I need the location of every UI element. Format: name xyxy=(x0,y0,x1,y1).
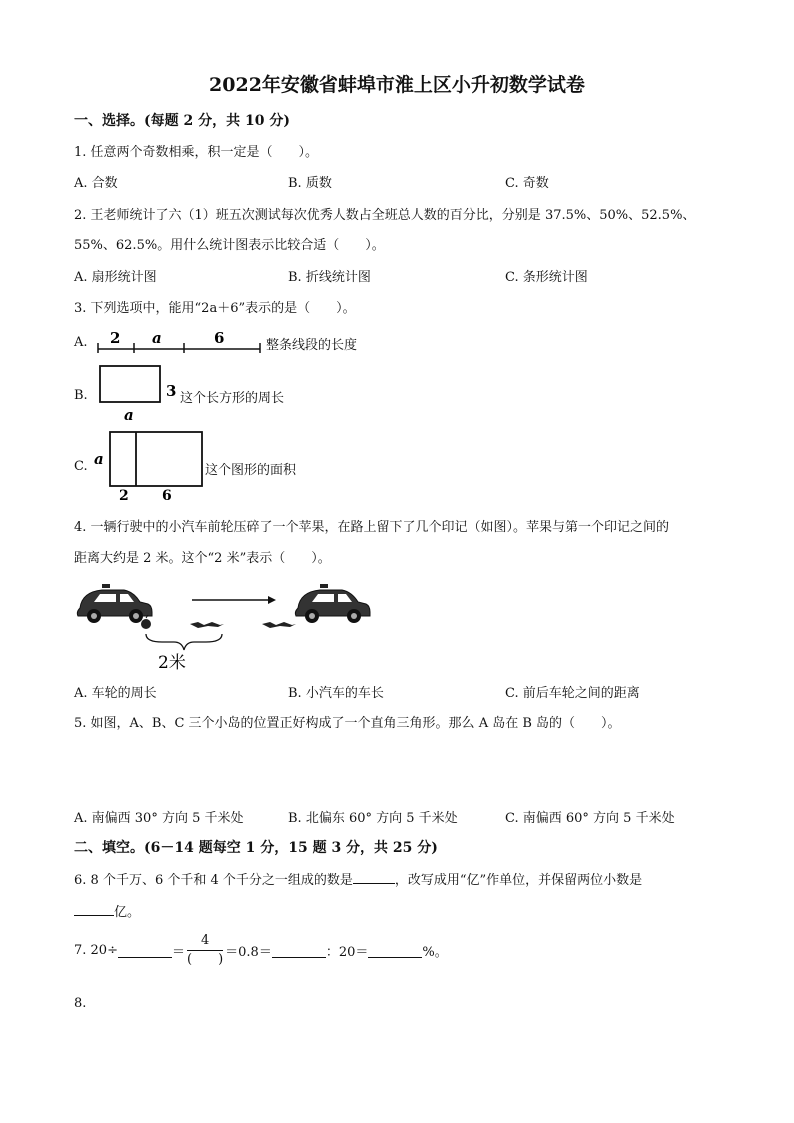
rect-side-label: 3 xyxy=(166,382,177,400)
q7-mid: ＝0.8＝ xyxy=(225,945,272,960)
q7-end: %。 xyxy=(422,945,448,960)
question-7 xyxy=(74,932,448,969)
question-1: 1. 任意两个奇数相乘，积一定是（ ）。 xyxy=(74,145,319,160)
q7-blank-3[interactable] xyxy=(368,943,422,958)
question-4-line-1: 4. 一辆行驶中的小汽车前轮压碎了一个苹果，在路上留下了几个印记（如图）。苹果与第一个印记之间的 xyxy=(74,520,670,535)
q4-option-b[interactable]: B. 小汽车的车长 xyxy=(288,686,384,701)
q3-option-c-text: 这个图形的面积 xyxy=(205,463,297,478)
rect-bottom-label: a xyxy=(124,406,134,424)
mark-icon-2 xyxy=(262,622,296,628)
q4-option-c[interactable]: C. 前后车轮之间的距离 xyxy=(505,686,640,701)
distance-label: 2米 xyxy=(158,653,186,672)
q6-blank-2[interactable] xyxy=(74,901,114,916)
q7-blank-2[interactable] xyxy=(272,943,326,958)
q7-fraction-numerator: 4 xyxy=(187,932,223,951)
area-width-1-label: 2 xyxy=(119,488,129,504)
question-6-line-2 xyxy=(74,901,140,920)
q2-option-a[interactable]: A. 扇形统计图 xyxy=(74,270,157,285)
question-2-line-2: 55%、62.5%。用什么统计图表示比较合适（ ）。 xyxy=(74,238,385,253)
car-icon-left xyxy=(77,584,152,623)
q7-colon: ：20＝ xyxy=(325,945,369,960)
q3-option-a[interactable]: A. xyxy=(74,335,88,350)
q7-blank-1[interactable] xyxy=(118,943,172,958)
area-width-2-label: 6 xyxy=(162,488,172,504)
q4-option-a[interactable]: A. 车轮的周长 xyxy=(74,686,157,701)
segment-label-2: a xyxy=(152,329,162,347)
q7-eq1: ＝ xyxy=(171,945,185,960)
q1-option-c[interactable]: C. 奇数 xyxy=(505,176,549,191)
q7-fraction-denominator[interactable]: ( ) xyxy=(187,952,224,967)
q3-option-b[interactable]: B. xyxy=(74,388,88,403)
q6-blank-1[interactable] xyxy=(353,869,395,884)
question-3: 3. 下列选项中，能用“2a＋6”表示的是（ ）。 xyxy=(74,301,356,316)
car-icon-right xyxy=(295,584,370,623)
q1-option-a[interactable]: A. 合数 xyxy=(74,176,118,191)
area-left-label: a xyxy=(94,450,104,468)
q3-option-a-text: 整条线段的长度 xyxy=(266,338,358,353)
q5-option-c[interactable]: C. 南偏西 60° 方向 5 千米处 xyxy=(505,811,675,826)
q6-text-a: 6. 8 个千万、6 个千和 4 个千分之一组成的数是 xyxy=(74,873,353,888)
segment-label-1: 2 xyxy=(110,329,121,347)
question-2-line-1: 2. 王老师统计了六（1）班五次测试每次优秀人数占全班总人数的百分比，分别是 37.5%、50%、52.5%、 xyxy=(74,208,696,223)
mark-icon-1 xyxy=(190,622,224,628)
q1-option-b[interactable]: B. 质数 xyxy=(288,176,332,191)
section-2-heading: 二、填空。(6－14 题每空 1 分，15 题 3 分，共 25 分) xyxy=(74,840,438,856)
page-title: 2022年安徽省蚌埠市淮上区小升初数学试卷 xyxy=(209,74,585,96)
q6-line2-end: 亿。 xyxy=(114,905,141,920)
q3-area-figure xyxy=(90,428,206,504)
q2-option-c[interactable]: C. 条形统计图 xyxy=(505,270,588,285)
q5-option-b[interactable]: B. 北偏东 60° 方向 5 千米处 xyxy=(288,811,458,826)
q5-option-a[interactable]: A. 南偏西 30° 方向 5 千米处 xyxy=(74,811,244,826)
q4-car-figure xyxy=(72,580,372,672)
question-8: 8. xyxy=(74,996,87,1011)
q3-rectangle-figure xyxy=(96,362,182,424)
q3-line-segment-figure xyxy=(94,325,264,357)
segment-label-3: 6 xyxy=(214,329,225,347)
question-5: 5. 如图，A、B、C 三个小岛的位置正好构成了一个直角三角形。那么 A 岛在 B 岛的（ ）。 xyxy=(74,716,621,731)
q3-option-b-text: 这个长方形的周长 xyxy=(180,391,285,406)
question-6-line-1 xyxy=(74,869,642,888)
q7-pre: 7. 20÷ xyxy=(74,943,118,958)
q7-fraction xyxy=(187,932,223,969)
q6-text-b: ，改写成用“亿”作单位，并保留两位小数是 xyxy=(394,873,643,888)
section-1-heading: 一、选择。(每题 2 分，共 10 分) xyxy=(74,113,290,129)
distance-brace xyxy=(146,634,222,650)
q3-option-c[interactable]: C. xyxy=(74,459,88,474)
q2-option-b[interactable]: B. 折线统计图 xyxy=(288,270,371,285)
question-4-line-2: 距离大约是 2 米。这个“2 米”表示（ ）。 xyxy=(74,551,331,566)
